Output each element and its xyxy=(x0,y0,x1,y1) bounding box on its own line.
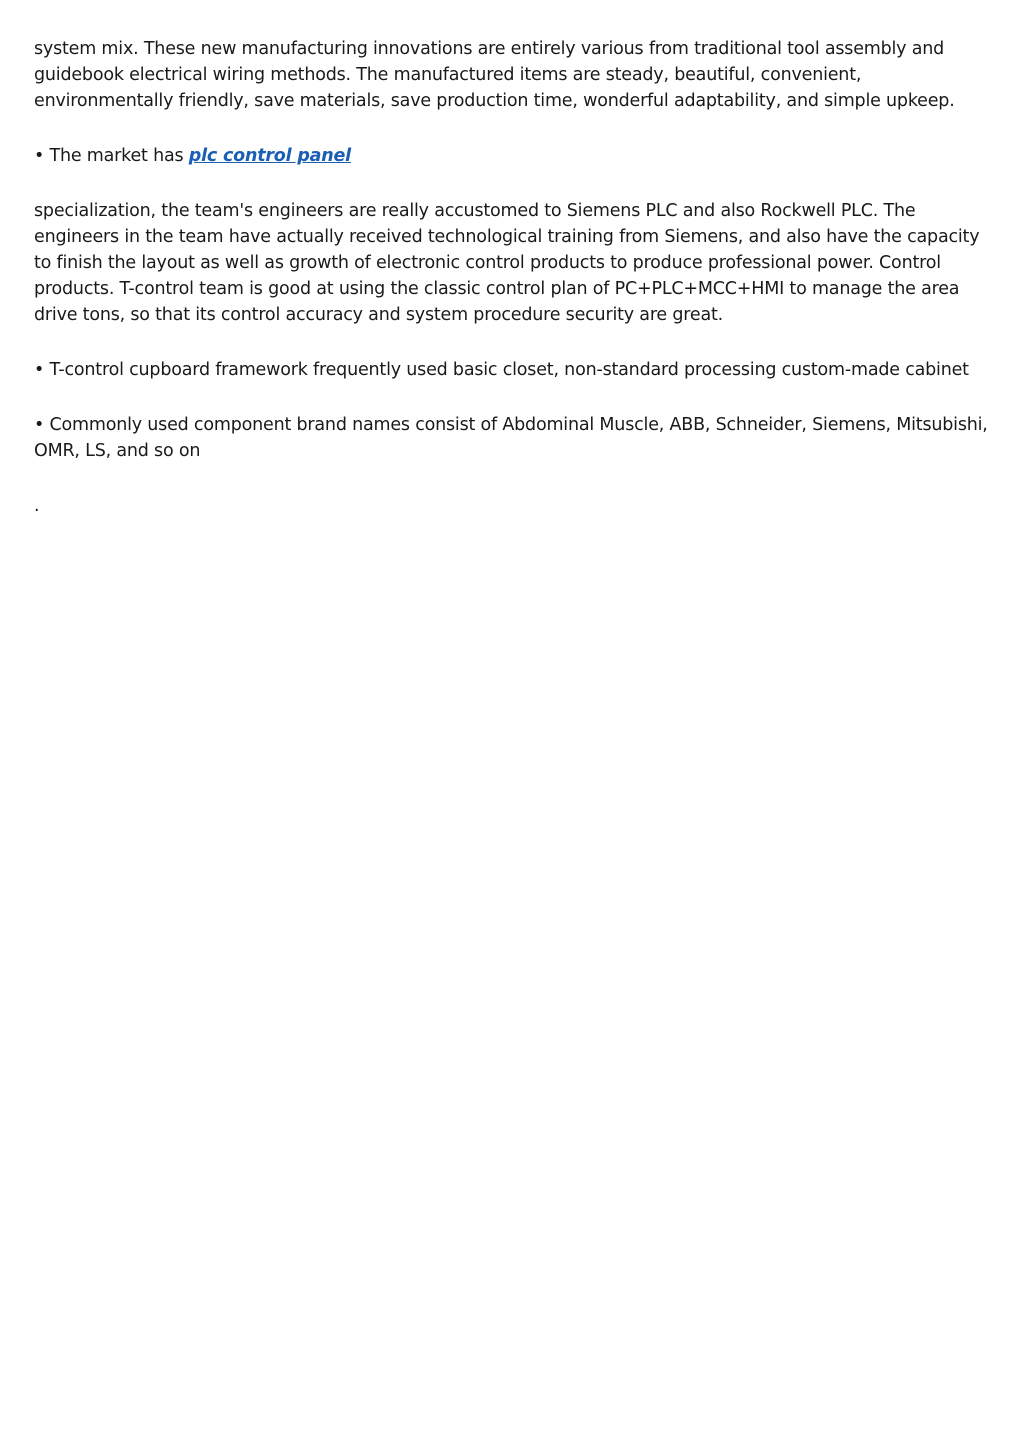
bullet-brands: • Commonly used component brand names consist of Abdominal Muscle, ABB, Schneider, Siemens, Mitsubishi, OMR, LS, and so on xyxy=(34,415,988,461)
plc-control-panel-link[interactable]: plc control panel xyxy=(188,146,351,166)
bullet-market-text: • The market has xyxy=(34,146,189,166)
trailing-dot: . xyxy=(34,496,40,516)
paragraph-intro: system mix. These new manufacturing innovations are entirely various from traditional tool assembly and guidebook electrical wiring methods. The manufactured items are steady, beautiful, convenient, environmentally friendly, save materials, save production time, wonderful adaptability, and simple upkeep. xyxy=(34,39,955,111)
bullet-market xyxy=(34,143,996,169)
document-body xyxy=(34,36,996,548)
paragraph-specialization: specialization, the team's engineers are really accustomed to Siemens PLC and also Rockwell PLC. The engineers in the team have actually received technological training from Siemens, and also have the capacity to finish the layout as well as growth of electronic control products to produce professional power. Control products. T-control team is good at using the classic control plan of PC+PLC+MCC+HMI to manage the area drive tons, so that its control accuracy and system procedure security are great. xyxy=(34,201,980,325)
bullet-cupboard: • T-control cupboard framework frequently used basic closet, non-standard processing custom-made cabinet xyxy=(34,360,969,380)
